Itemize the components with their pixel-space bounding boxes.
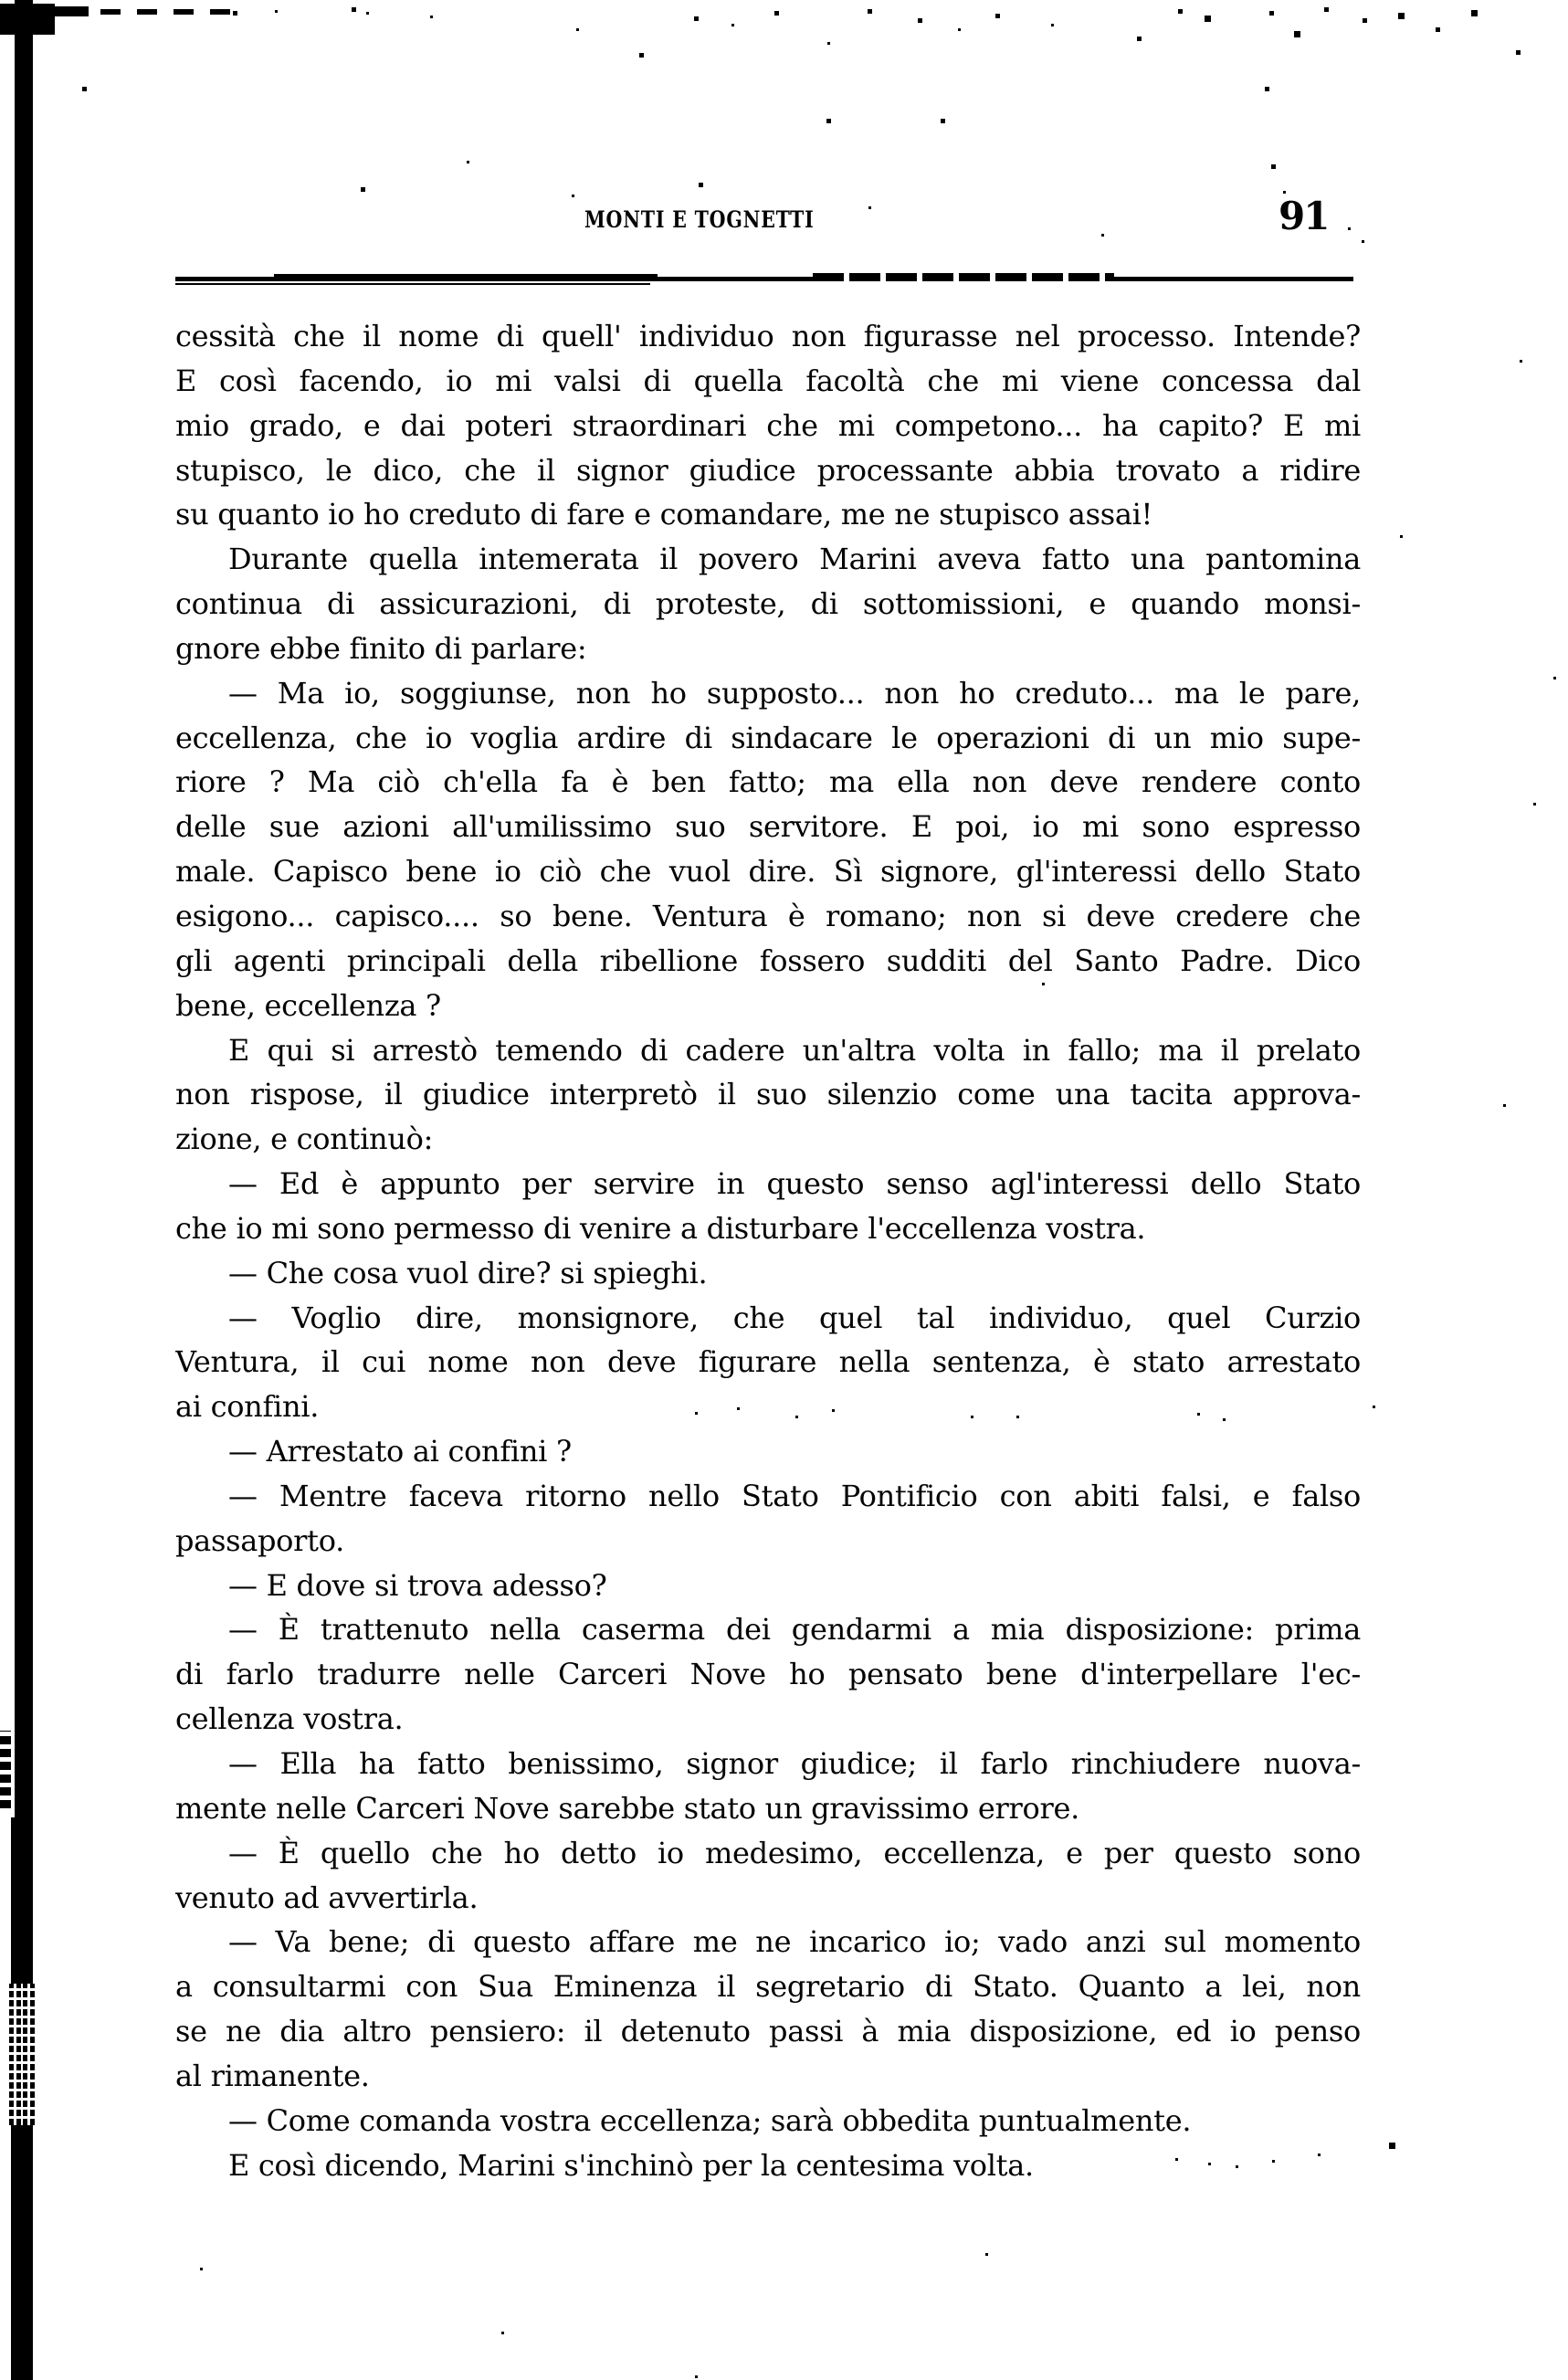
text-line: cessità che il nome di quell' individuo non figurasse nel processo. Intende?: [175, 319, 1361, 353]
text-line: di farlo tradurre nelle Carceri Nove ho pensato bene d'interpellare l'ec-: [175, 1657, 1361, 1692]
text-line: ai confini.: [175, 1389, 320, 1425]
text-line: — Voglio dire, monsignore, che quel tal individuo, quel Curzio: [228, 1300, 1361, 1335]
text-line: continua di assicurazioni, di proteste, di sottomissioni, e quando monsi-: [175, 586, 1361, 622]
text-line: se ne dia altro pensiero: il detenuto passi à mia disposizione, ed io penso: [175, 2014, 1361, 2049]
header-rule-ragged: [813, 273, 1114, 281]
text-line: non rispose, il giudice interpretò il suo silenzio come una tacita approva-: [175, 1077, 1361, 1112]
text-line: — Ed è appunto per servire in questo senso agl'interessi dello Stato: [228, 1166, 1361, 1202]
header-rule-thick: [274, 274, 658, 281]
text-line: — Va bene; di questo affare me ne incarico io; vado anzi sul momento: [228, 1924, 1361, 1960]
page-number: 91: [1279, 194, 1329, 238]
text-line: E così facendo, io mi valsi di quella facoltà che mi viene concessa dal: [175, 363, 1361, 398]
text-line: — Come comanda vostra eccellenza; sarà obbedita puntualmente.: [228, 2102, 1192, 2138]
running-header-title: MONTI E TOGNETTI: [584, 206, 815, 233]
text-line: — È quello che ho detto io medesimo, eccellenza, e per questo sono: [228, 1835, 1361, 1870]
text-line: gli agenti principali della ribellione fossero sudditi del Santo Padre. Dico: [175, 943, 1361, 978]
text-line: gnore ebbe finito di parlare:: [175, 630, 587, 666]
scan-artifact-top-dash-segments: [100, 9, 237, 15]
header-rule-underline: [175, 283, 650, 285]
text-line: — E dove si trova adesso?: [228, 1567, 607, 1603]
page-text: [175, 314, 1361, 2187]
text-line: — Che cosa vuol dire? si spieghi.: [228, 1255, 708, 1290]
scan-artifact-specks: [0, 0, 5, 5]
text-line: esigono... capisco.... so bene. Ventura è romano; non si deve credere che: [175, 898, 1361, 933]
text-line: — Arrestato ai confini ?: [228, 1434, 572, 1469]
text-line: — Ma io, soggiunse, non ho supposto... non ho creduto... ma le pare,: [228, 675, 1361, 711]
text-line: a consultarmi con Sua Eminenza il segretario di Stato. Quanto a lei, non: [175, 1969, 1361, 2005]
text-line: riore ? Ma ciò ch'ella fa è ben fatto; ma ella non deve rendere conto: [175, 764, 1361, 800]
text-line: venuto ad avvertirla.: [175, 1880, 479, 1915]
text-line: Durante quella intemerata il povero Marini aveva fatto una pantomina: [228, 542, 1361, 577]
scan-artifact-left-bar-mottling: [9, 1984, 37, 2125]
text-line: mio grado, e dai poteri straordinari che mi competono... ha capito? E mi: [175, 407, 1361, 443]
text-line: bene, eccellenza ?: [175, 987, 441, 1023]
text-line: che io mi sono permesso di venire a disturbare l'eccellenza vostra.: [175, 1210, 1146, 1246]
text-line: stupisco, le dico, che il signor giudice processante abbia trovato a ridire: [175, 452, 1361, 488]
scan-artifact-left-edge-marks: [0, 1731, 11, 1808]
text-line: — È trattenuto nella caserma dei gendarmi a mia disposizione: prima: [228, 1612, 1361, 1648]
text-line: eccellenza, che io voglia ardire di sindacare le operazioni di un mio supe-: [175, 720, 1361, 755]
text-line: mente nelle Carceri Nove sarebbe stato un gravissimo errore.: [175, 1790, 1079, 1826]
scan-artifact-top-dash: [0, 6, 89, 16]
text-line: — Ella ha fatto benissimo, signor giudice; il farlo rinchiudere nuova-: [228, 1746, 1361, 1781]
text-line: E qui si arrestò temendo di cadere un'altra volta in fallo; ma il prelato: [228, 1032, 1361, 1068]
text-line: zione, e continuò:: [175, 1122, 434, 1157]
text-line: su quanto io ho creduto di fare e comandare, me ne stupisco assai!: [175, 497, 1153, 532]
text-line: — Mentre faceva ritorno nello Stato Pontificio con abiti falsi, e falso: [228, 1478, 1361, 1513]
text-line: E così dicendo, Marini s'inchinò per la centesima volta.: [228, 2147, 1034, 2183]
text-line: passaporto.: [175, 1522, 344, 1558]
text-line: cellenza vostra.: [175, 1701, 404, 1737]
text-line: al rimanente.: [175, 2058, 370, 2093]
text-line: male. Capisco bene io ciò che vuol dire. Sì signore, gl'interessi dello Stato: [175, 854, 1361, 890]
text-line: delle sue azioni all'umilissimo suo servitore. E poi, io mi sono espresso: [175, 809, 1361, 845]
text-line: Ventura, il cui nome non deve figurare nella sentenza, è stato arrestato: [175, 1344, 1361, 1380]
